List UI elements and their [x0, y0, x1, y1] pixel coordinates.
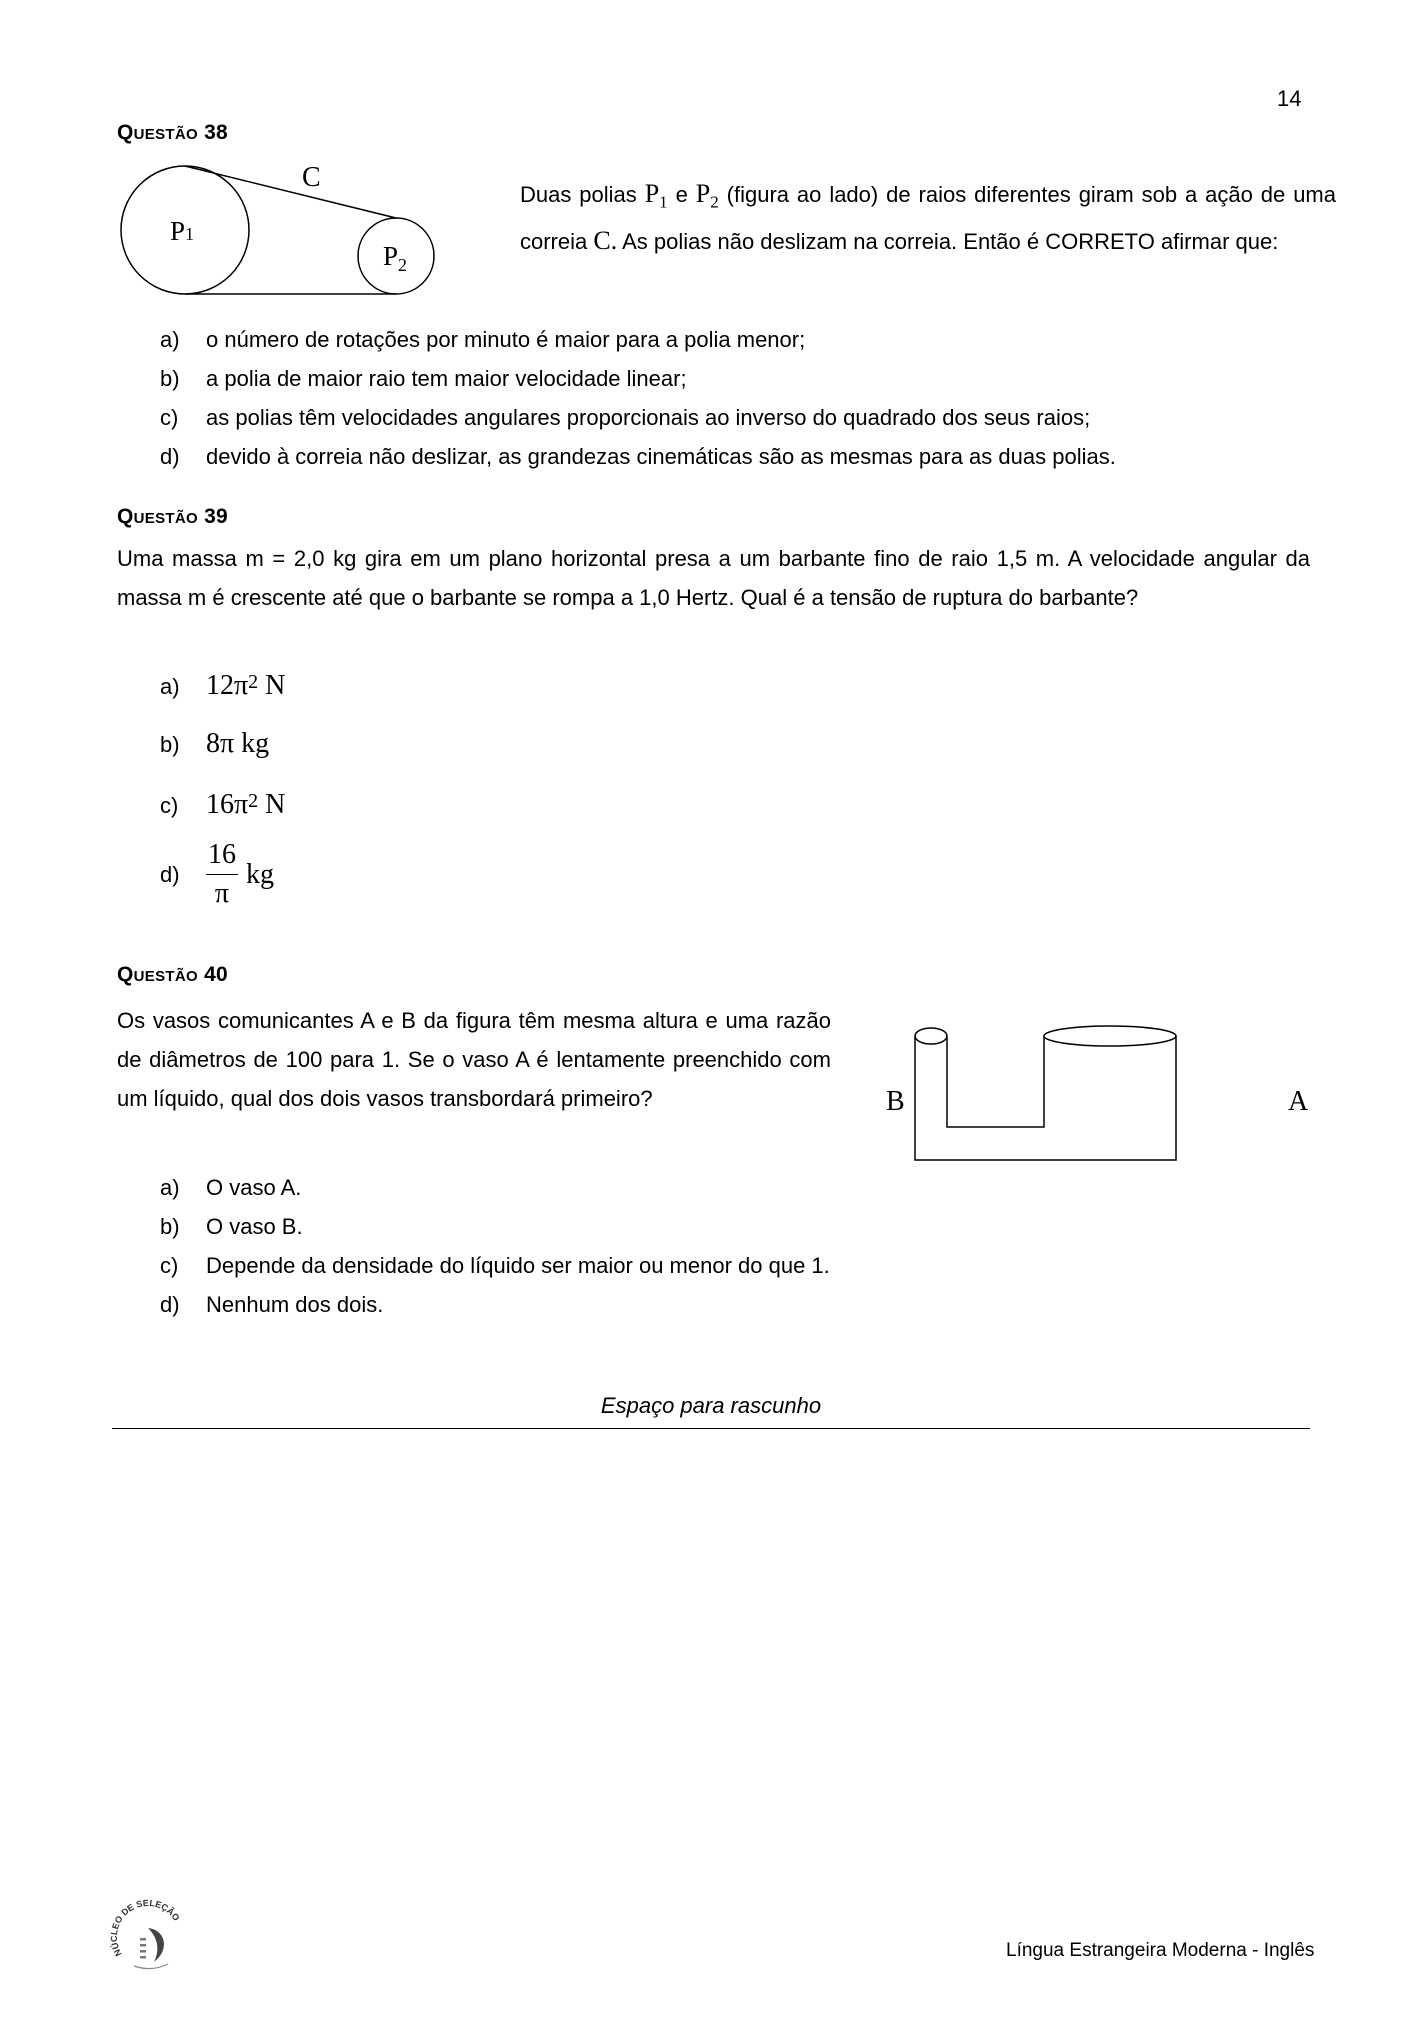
question-38-text: Duas polias $P_1$ e $P_2$ (figura ao lado) de raios diferentes giram sob a ação de uma correia C. As polias não deslizam na correia. Então é CORRETO afirmar que: — [520, 179, 1336, 256]
vessel-b-rim — [915, 1028, 947, 1044]
option-38-d: d) devido à correia não deslizar, as grandezas cinemáticas são as mesmas para as duas polias. — [160, 444, 1116, 469]
option-38-a: a) o número de rotações por minuto é maior para a polia menor; — [160, 327, 806, 352]
question-38-title: Questão 38 — [117, 121, 229, 144]
question-40-options — [160, 1168, 830, 1324]
vessel-a-label: A — [1288, 1086, 1309, 1117]
option-39-a: a) $12\pi^2$ N — [160, 670, 286, 701]
option-38-b: b) a polia de maior raio tem maior velocidade linear; — [160, 366, 687, 391]
question-39-text: Uma massa m = 2,0 kg gira em um plano horizontal presa a um barbante fino de raio 1,5 m. A velocidade angular da massa m é crescente até que o barbante se rompa a 1,0 Hertz. Qual é a tensão de ruptura do barbante? — [117, 546, 1310, 610]
vessel-a-rim — [1044, 1026, 1176, 1046]
belt-top-line — [185, 166, 396, 218]
option-39-d: d) $\frac{16}{\pi}$ kg — [160, 838, 274, 909]
vessels-inner-wall — [947, 1036, 1044, 1127]
vessel-b-label: B — [886, 1086, 905, 1117]
communicating-vessels-diagram — [900, 1015, 1290, 1165]
belt-label: C — [302, 162, 321, 193]
question-38-options — [160, 320, 1116, 476]
footer-subject: Língua Estrangeira Moderna - Inglês — [1006, 1940, 1315, 1961]
svg-text:NÚCLEO DE SELEÇÃO: NÚCLEO DE SELEÇÃO — [108, 1898, 182, 1958]
question-39-title: Questão 39 — [117, 505, 229, 528]
nucleo-selecao-logo — [108, 1898, 188, 1978]
draft-divider — [112, 1428, 1310, 1429]
option-39-c: c) $16\pi^2$ N — [160, 789, 286, 820]
pulley-p1-label: P1 — [170, 216, 195, 246]
option-40-d: d) Nenhum dos dois. — [160, 1292, 384, 1317]
option-40-c: c) Depende da densidade do líquido ser maior ou menor do que 1. — [160, 1253, 830, 1278]
option-38-c: c) as polias têm velocidades angulares proporcionais ao inverso do quadrado dos seus raios; — [160, 405, 1091, 430]
pulley-p2-label: $P_2$ — [383, 241, 408, 275]
option-40-a: a) O vaso A. — [160, 1175, 302, 1200]
vessels-outer-wall — [915, 1036, 1176, 1160]
option-40-b: b) O vaso B. — [160, 1214, 303, 1239]
question-40-title: Questão 40 — [117, 963, 229, 986]
pulley-diagram — [110, 160, 460, 310]
option-39-b: b) 8π kg — [160, 728, 270, 759]
question-40-text: Os vasos comunicantes A e B da figura têm mesma altura e uma razão de diâmetros de 100 para 1. Se o vaso A é lentamente preenchido com um líquido, qual dos dois vasos transbordará primeiro? — [117, 1008, 831, 1111]
page-number: 14 — [1277, 86, 1302, 111]
draft-space-label: Espaço para rascunho — [600, 1393, 822, 1418]
